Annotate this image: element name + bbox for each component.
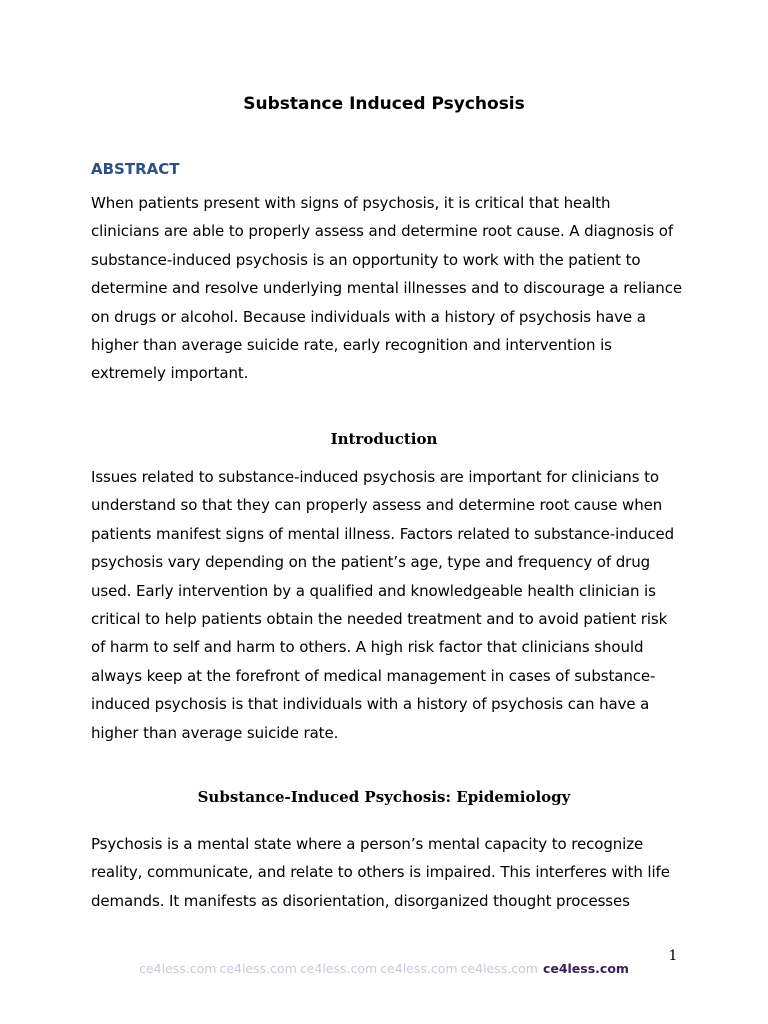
document-title: Substance Induced Psychosis [243,94,525,114]
footer-watermark-text: ce4less.com [219,961,297,976]
epidemiology-paragraph: Psychosis is a mental state where a person’s mental capacity to recognize reality, communicate, and relate to others is impaired. This interferes with life demands. It manifests as disorientation, disorganized thought processes [91,835,670,910]
footer-watermark-text: ce4less.com [380,961,458,976]
introduction-paragraph: Issues related to substance-induced psychosis are important for clinicians to understand so that they can properly assess and determine root cause when patients manifest signs of mental illness. Factors related to substance-induced psychosis vary depending on the patient’s age, type and frequency of drug used. Early intervention by a qualified and knowledgeable health clinician is critical to help patients obtain the needed treatment and to avoid patient risk of harm to self and harm to others. A high risk factor that clinicians should always keep at the forefront of medical management in cases of substance-induced psychosis is that individuals with a history of psychosis can have a higher than average suicide rate. [91,468,675,742]
epidemiology-heading: Substance-Induced Psychosis: Epidemiology [197,788,571,806]
introduction-heading: Introduction [330,430,438,448]
abstract-heading: ABSTRACT [91,160,180,178]
footer-watermark-text: ce4less.com [299,961,378,976]
footer-watermark-text: ce4less.com [460,961,538,976]
footer-brand-link[interactable]: ce4less.com [542,961,629,976]
footer-watermark-text: ce4less.com [139,961,217,976]
page-number: 1 [668,948,678,964]
abstract-paragraph: When patients present with signs of psychosis, it is critical that health clinicians are able to properly assess and determine root cause. A diagnosis of substance-induced psychosis is an opportunity to work with the patient to determine and resolve underlying mental illnesses and to discourage a reliance on drugs or alcohol. Because individuals with a history of psychosis have a higher than average suicide rate, early recognition and intervention is extremely important. [91,194,682,383]
footer-watermark [0,959,768,979]
